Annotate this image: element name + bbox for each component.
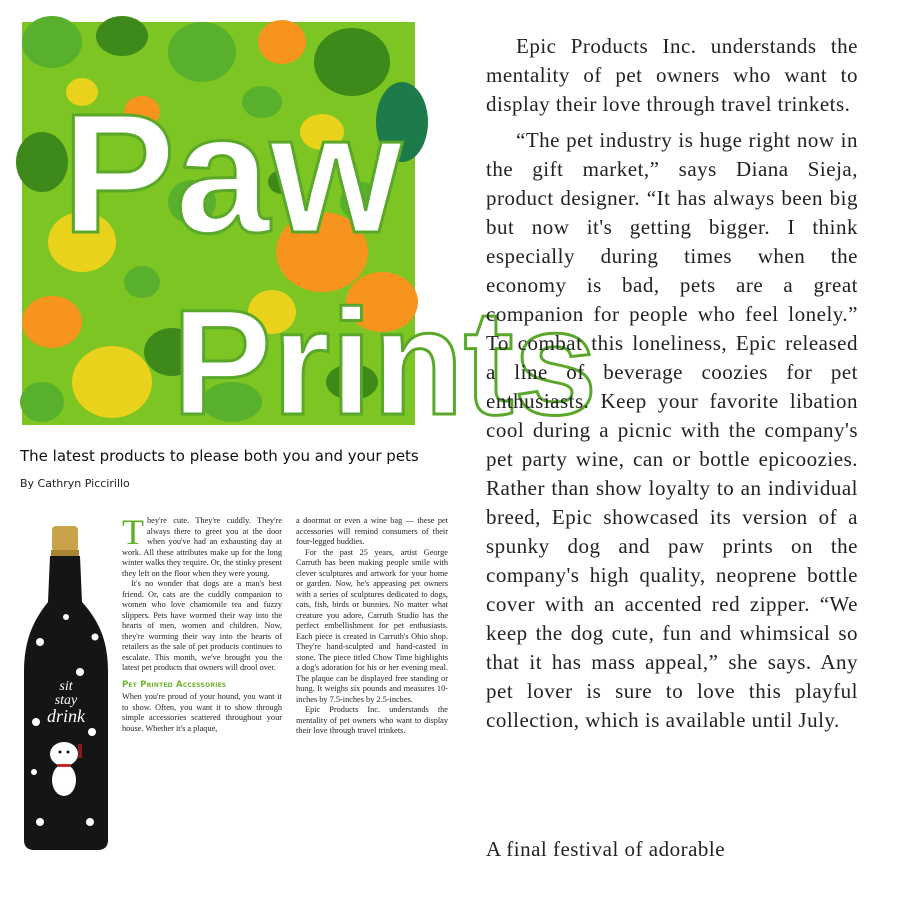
bottle-text-sit: sit — [59, 679, 73, 694]
bottle-text-stay: stay — [54, 693, 78, 708]
paragraph: “The pet industry is huge right now in the gift market,” says Diana Sieja, product designer. “It has always been big but now it's getting bigger. I think especially during times when the economy is bad, pets are a great companion for people who feel lonely.” To combat this loneliness, Epic released a line of beverage coozies for pet enthusiasts. Keep your favorite libation cool during a picnic with the company's pet party wine, can or bottle epicoozies. Rather than show loyalty to an individual breed, Epic showcased its version of a spunky dog and paw prints on the company's high quality, neoprene bottle cover with an accented red zipper. “We keep the dog cute, fun and whimsical so that it has mass appeal,” she says. Any pet lover is sure to love this playful collection, which is available until July. — [486, 128, 858, 732]
article-byline: By Cathryn Piccirillo — [20, 477, 130, 490]
drop-cap: T — [122, 512, 144, 552]
paragraph: When you're proud of your hound, you want it to show. Often, you want it to show through simple accessories scattered throughout your house. Whether it's a plaque, — [122, 692, 282, 733]
bottle-coozie-image — [20, 522, 112, 852]
paragraph: hey're cute. They're cuddly. They're always there to greet you at the door when you've had an exhausting day at work. All these attributes make up for the long winter walks they require. Or, the stinky present they left on the floor when they were young. — [122, 516, 282, 578]
article-large-column — [486, 32, 858, 742]
cutoff-text-line: A final festival of adorable — [486, 837, 726, 861]
hero-title-line2: Prints — [172, 278, 598, 446]
hero-title-line1: Paw — [62, 79, 403, 269]
paragraph: It's no wonder that dogs are a man's best friend. Or, cats are the cuddly companion to women who love chamomile tea and fuzzy slippers. Pets have wormed their way into the hearts of men, women and children. Now, they're worming their way into the hearts of retailers as the sale of pet products continues to escalate. This month, we've brought you the latest pet products that owners will drool over. — [122, 579, 282, 672]
paragraph: a doormat or even a wine bag — these pet accessories will remind consumers of their four-legged buddies. — [296, 516, 448, 546]
bottle-text-drink: drink — [47, 706, 85, 726]
paragraph: For the past 25 years, artist George Carruth has been making people smile with clever sculptures and artwork for your home or garden. Now, he's appeasing pet owners with a series of sculptures dedicated to dogs, cats, fish, birds or bunnies. No matter what creature you adore, Carruth Studio has the perfect embellishment for pet enthusiasts. Each piece is created in Carruth's Ohio shop. They're hand-sculpted and hand-casted in stone. The piece titled Chow Time highlights a dog's adoration for his or her evening meal. The plaque can be displayed free standing or hung. It weighs six pounds and measures 10-inches by 7.5-inches by 2.5-inches. — [296, 547, 448, 704]
article-column-1 — [122, 512, 282, 734]
article-column-2 — [296, 516, 448, 737]
section-heading: Pet Printed Accessories — [122, 679, 227, 690]
paragraph: Epic Products Inc. understands the mentality of pet owners who want to display their love through travel trinkets. — [296, 705, 448, 735]
article-subtitle: The latest products to please both you and your pets — [20, 447, 419, 465]
paragraph: Epic Products Inc. understands the mentality of pet owners who want to display their love through travel trinkets. — [486, 34, 858, 116]
paw-prints-hero-graphic — [22, 22, 598, 446]
